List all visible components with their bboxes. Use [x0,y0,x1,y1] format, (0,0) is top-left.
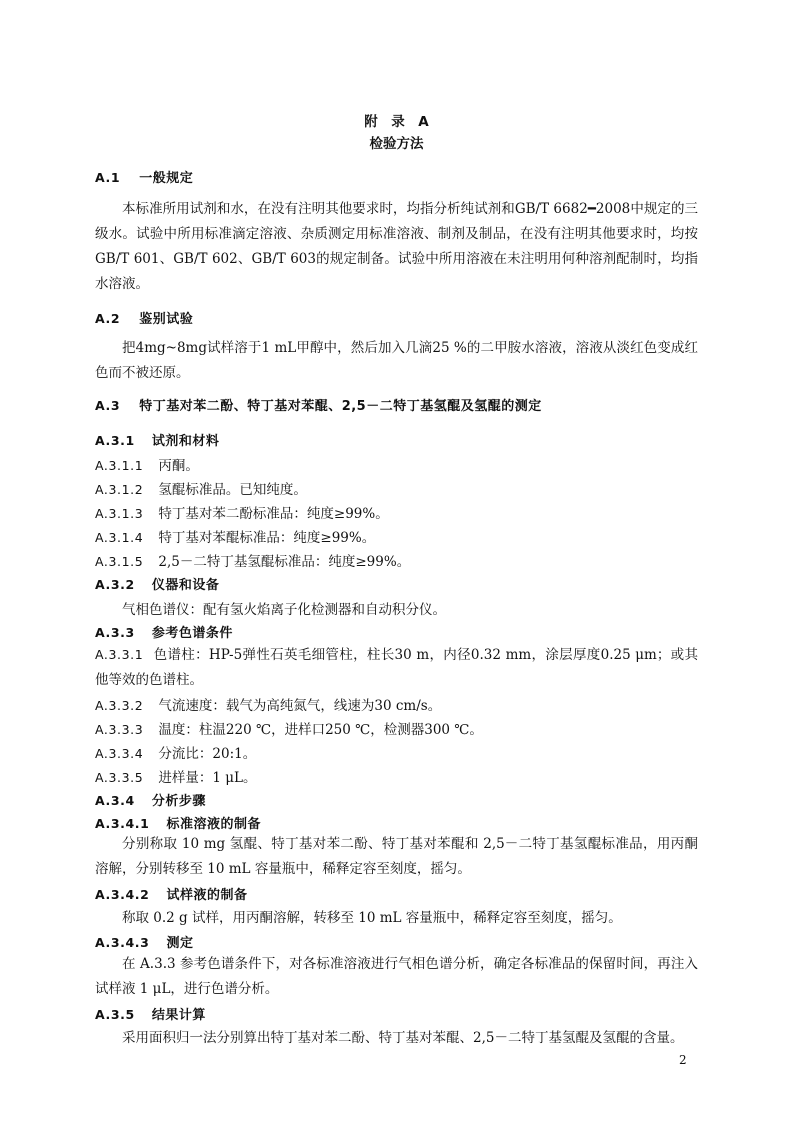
clause-number: A.3.1.4 [95,530,144,545]
section-a3-heading [95,395,542,414]
section-a35-heading [95,1004,206,1023]
section-number: A.3.4.3 [95,935,150,950]
clause-number: A.3.3.1 [95,647,144,662]
clause-text: 进样量：1 μL。 [158,770,257,786]
paragraph-a2: 把4mg~8mg试样溶于1 mL甲醇中，然后加入几滴25 %的二甲胺水溶液，溶液从淡红色变成红色而不被还原。 [95,340,698,381]
section-title: 测定 [166,936,194,951]
section-title: 标准溶液的制备 [166,817,261,832]
clause-text: 色谱柱：HP-5弹性石英毛细管柱，柱长30 m，内径0.32 mm，涂层厚度0.25 μm；或其他等效的色谱柱。 [95,647,698,688]
page-number: 2 [679,1053,687,1067]
clause-text: 特丁基对苯二酚标准品：纯度≥99%。 [158,506,389,522]
clause-number: A.3.3.2 [95,698,144,713]
section-number: A.3.4 [95,793,135,808]
section-number: A.2 [95,311,121,326]
clause-a335 [95,766,257,786]
section-number: A.3.4.1 [95,816,150,831]
section-number: A.3.4.2 [95,887,150,902]
clause-a314 [95,526,375,546]
clause-a333 [95,718,483,738]
clause-number: A.3.1.3 [95,506,144,521]
paragraph-a341: 分别称取 10 mg 氢醌、特丁基对苯二酚、特丁基对苯醌和 2,5－二特丁基氢醌标准品，用丙酮溶解，分别转移至 10 mL 容量瓶中，稀释定容至刻度，摇匀。 [95,836,698,877]
section-a341-heading [95,813,261,832]
appendix-title: 附 录 A [364,114,429,130]
clause-number: A.3.3.5 [95,770,144,785]
clause-text: 分流比：20:1。 [158,746,257,762]
clause-number: A.3.3.3 [95,722,144,737]
section-number: A.1 [95,170,121,185]
clause-a311 [95,454,199,474]
section-a31-heading [95,430,219,449]
clause-number: A.3.1.2 [95,482,144,497]
clause-number: A.3.3.4 [95,746,144,761]
section-a342-heading [95,884,248,903]
clause-a334 [95,742,256,762]
section-title: 特丁基对苯二酚、特丁基对苯醌、2,5－二特丁基氢醌及氢醌的测定 [139,399,542,414]
section-a1-heading [95,167,193,186]
section-a2-heading [95,308,193,327]
clause-a312 [95,478,307,498]
paragraph-a1: 本标准所用试剂和水，在没有注明其他要求时，均指分析纯试剂和GB/T 6682━2008中规定的三级水。试验中所用标准滴定溶液、杂质测定用标准溶液、制剂及制品，在没有注明其他要求时，均按GB/T 601、GB/T 602、GB/T 603的规定制备。试验中所用溶液在未注明用何种溶剂配制时，均指水溶液。 [95,201,698,292]
section-title: 分析步骤 [151,794,206,809]
section-title: 鉴别试验 [139,312,194,327]
section-a33-heading [95,622,233,641]
section-title: 试样液的制备 [166,888,248,903]
paragraph-a342: 称取 0.2 g 试样，用丙酮溶解，转移至 10 mL 容量瓶中，稀释定容至刻度，摇匀。 [122,910,622,926]
clause-text: 特丁基对苯醌标准品：纯度≥99%。 [158,530,376,546]
section-title: 结果计算 [151,1008,206,1023]
clause-a331 [95,642,698,693]
clause-number: A.3.1.1 [95,458,144,473]
clause-text: 氢醌标准品。已知纯度。 [158,482,307,498]
section-a32-heading [95,574,219,593]
section-title: 一般规定 [139,171,194,186]
section-title: 试剂和材料 [151,434,220,449]
clause-text: 温度：柱温220 ℃，进样口250 ℃，检测器300 ℃。 [158,722,483,738]
clause-number: A.3.1.5 [95,554,144,569]
paragraph-a35: 采用面积归一法分别算出特丁基对苯二酚、特丁基对苯醌、2,5－二特丁基氢醌及氢醌的含量。 [122,1030,684,1046]
section-number: A.3 [95,398,121,413]
section-title: 仪器和设备 [151,578,220,593]
clause-text: 丙酮。 [158,458,199,474]
paragraph-a32: 气相色谱仪：配有氢火焰离子化检测器和自动积分仪。 [122,602,446,618]
section-a34-heading [95,790,206,809]
appendix-subtitle: 检验方法 [369,136,424,152]
paragraph-a343: 在 A.3.3 参考色谱条件下，对各标准溶液进行气相色谱分析，确定各标准品的保留时间，再注入试样液 1 μL，进行色谱分析。 [95,956,698,997]
section-title: 参考色谱条件 [151,626,233,641]
clause-text: 2,5－二特丁基氢醌标准品：纯度≥99%。 [158,554,411,570]
section-number: A.3.3 [95,625,135,640]
clause-a332 [95,694,441,714]
section-number: A.3.2 [95,577,135,592]
section-a343-heading [95,932,194,951]
clause-text: 气流速度：载气为高纯氮气，线速为30 cm/s。 [158,698,442,714]
section-number: A.3.1 [95,433,135,448]
clause-a315 [95,550,410,570]
section-number: A.3.5 [95,1007,135,1022]
clause-a313 [95,502,389,522]
